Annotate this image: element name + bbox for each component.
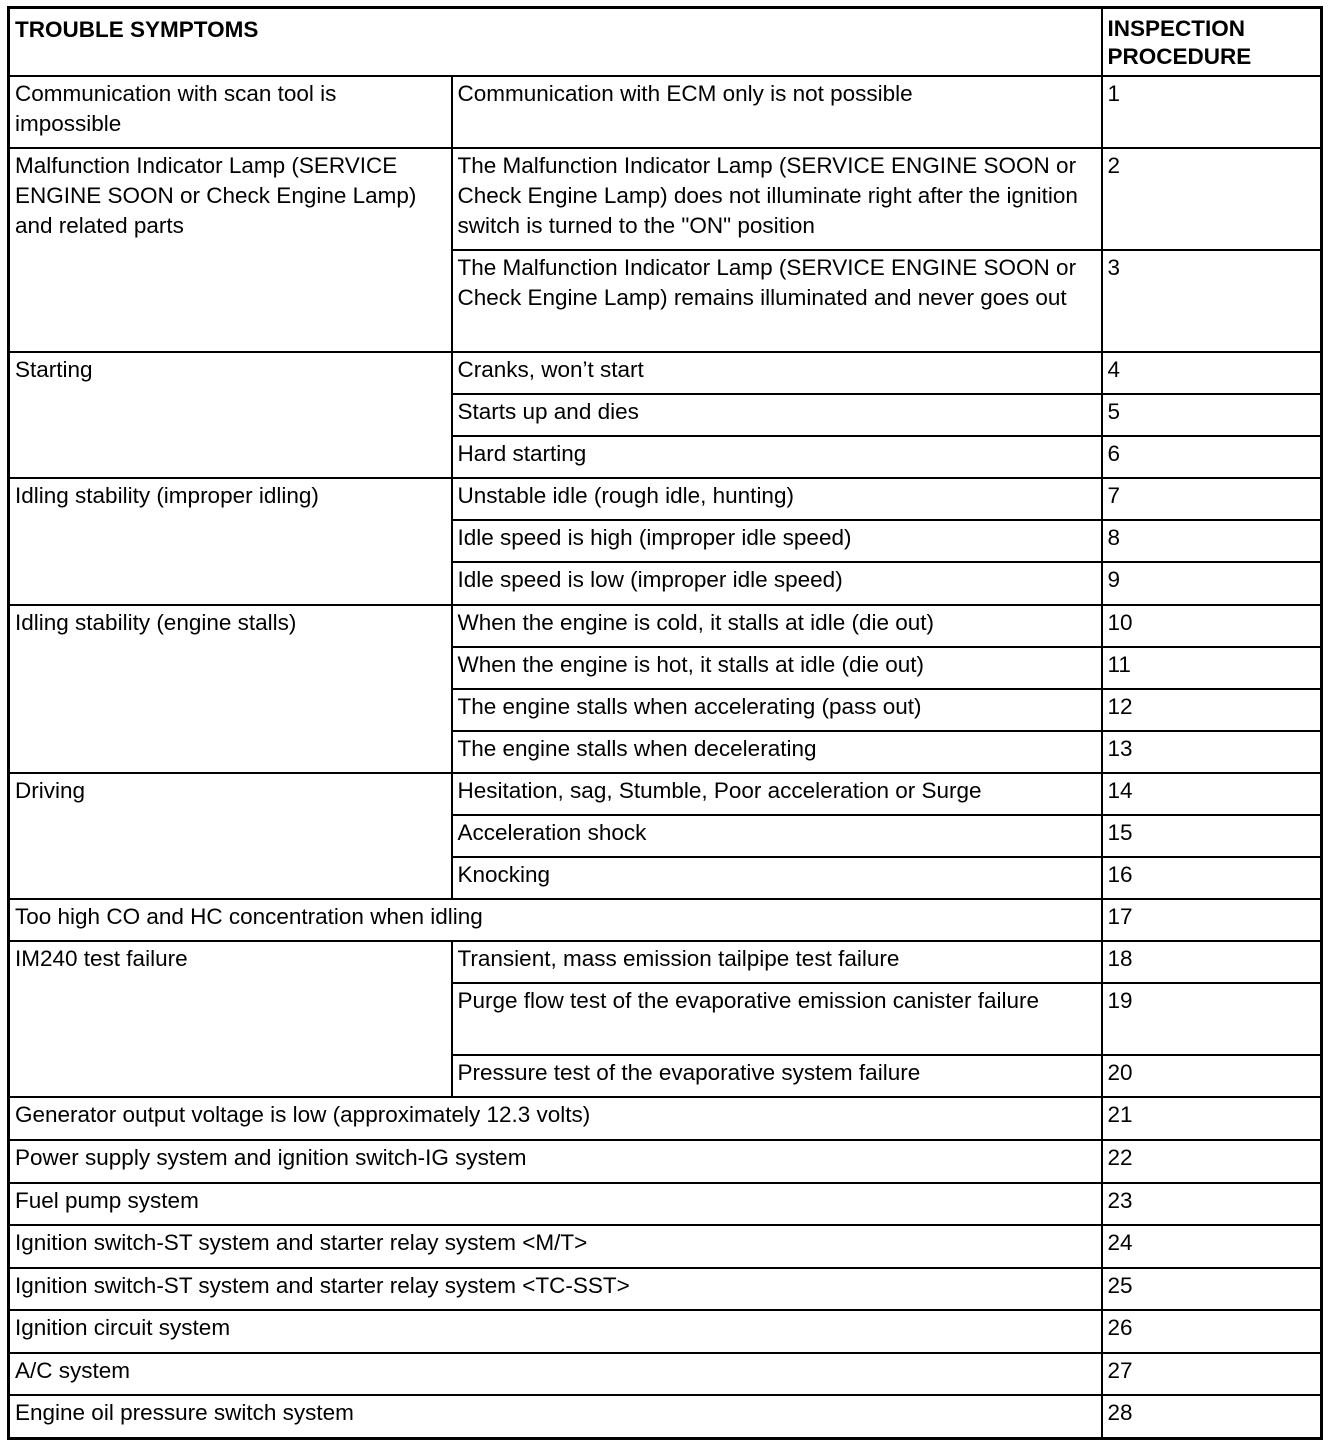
procedure-cell: 21 bbox=[1102, 1097, 1322, 1140]
symptom-cell: Purge flow test of the evaporative emission canister failure bbox=[452, 983, 1102, 1055]
category-cell: Idling stability (improper idling) bbox=[9, 478, 452, 604]
symptom-full-cell: A/C system bbox=[9, 1353, 1102, 1395]
table-row bbox=[9, 1097, 1322, 1140]
header-trouble-symptoms: TROUBLE SYMPTOMS bbox=[9, 8, 1102, 77]
symptom-full-cell: Too high CO and HC concentration when idling bbox=[9, 899, 1102, 941]
symptom-cell: Idle speed is low (improper idle speed) bbox=[452, 562, 1102, 604]
procedure-cell: 20 bbox=[1102, 1055, 1322, 1097]
procedure-cell: 3 bbox=[1102, 250, 1322, 352]
procedure-cell: 8 bbox=[1102, 520, 1322, 562]
category-cell: Starting bbox=[9, 352, 452, 478]
category-cell: Malfunction Indicator Lamp (SERVICE ENGINE SOON or Check Engine Lamp) and related parts bbox=[9, 148, 452, 352]
symptom-full-cell: Ignition switch-ST system and starter relay system <TC-SST> bbox=[9, 1268, 1102, 1310]
trouble-symptoms-table bbox=[7, 6, 1323, 1440]
procedure-cell: 14 bbox=[1102, 773, 1322, 815]
table-row bbox=[9, 1183, 1322, 1225]
table-row bbox=[9, 1310, 1322, 1353]
procedure-cell: 24 bbox=[1102, 1225, 1322, 1268]
table-row bbox=[9, 899, 1322, 941]
procedure-cell: 22 bbox=[1102, 1140, 1322, 1183]
table-row bbox=[9, 76, 1322, 148]
symptom-cell: Hard starting bbox=[452, 436, 1102, 478]
symptom-cell: Acceleration shock bbox=[452, 815, 1102, 857]
procedure-cell: 1 bbox=[1102, 76, 1322, 148]
symptom-cell: Cranks, won’t start bbox=[452, 352, 1102, 394]
procedure-cell: 6 bbox=[1102, 436, 1322, 478]
symptom-cell: The engine stalls when decelerating bbox=[452, 731, 1102, 773]
symptom-full-cell: Generator output voltage is low (approximately 12.3 volts) bbox=[9, 1097, 1102, 1140]
procedure-cell: 27 bbox=[1102, 1353, 1322, 1395]
procedure-cell: 16 bbox=[1102, 857, 1322, 899]
table-row bbox=[9, 941, 1322, 983]
table-row bbox=[9, 1140, 1322, 1183]
procedure-cell: 19 bbox=[1102, 983, 1322, 1055]
procedure-cell: 15 bbox=[1102, 815, 1322, 857]
symptom-cell: Unstable idle (rough idle, hunting) bbox=[452, 478, 1102, 520]
symptom-cell: Knocking bbox=[452, 857, 1102, 899]
symptom-full-cell: Power supply system and ignition switch-IG system bbox=[9, 1140, 1102, 1183]
procedure-cell: 17 bbox=[1102, 899, 1322, 941]
procedure-cell: 4 bbox=[1102, 352, 1322, 394]
category-cell: Communication with scan tool is impossible bbox=[9, 76, 452, 148]
procedure-cell: 10 bbox=[1102, 605, 1322, 647]
table-row bbox=[9, 1395, 1322, 1438]
symptom-cell: The Malfunction Indicator Lamp (SERVICE ENGINE SOON or Check Engine Lamp) does not illuminate right after the ignition switch is turned to the "ON" position bbox=[452, 148, 1102, 250]
procedure-cell: 2 bbox=[1102, 148, 1322, 250]
category-cell: IM240 test failure bbox=[9, 941, 452, 1097]
table-row bbox=[9, 1353, 1322, 1395]
procedure-cell: 26 bbox=[1102, 1310, 1322, 1353]
symptom-cell: When the engine is hot, it stalls at idle (die out) bbox=[452, 647, 1102, 689]
symptom-cell: The Malfunction Indicator Lamp (SERVICE ENGINE SOON or Check Engine Lamp) remains illuminated and never goes out bbox=[452, 250, 1102, 352]
procedure-cell: 11 bbox=[1102, 647, 1322, 689]
symptom-full-cell: Fuel pump system bbox=[9, 1183, 1102, 1225]
table-row bbox=[9, 1225, 1322, 1268]
symptom-cell: The engine stalls when accelerating (pass out) bbox=[452, 689, 1102, 731]
symptom-cell: Transient, mass emission tailpipe test failure bbox=[452, 941, 1102, 983]
symptom-cell: Hesitation, sag, Stumble, Poor acceleration or Surge bbox=[452, 773, 1102, 815]
procedure-cell: 23 bbox=[1102, 1183, 1322, 1225]
table-row bbox=[9, 605, 1322, 647]
procedure-cell: 18 bbox=[1102, 941, 1322, 983]
category-cell: Driving bbox=[9, 773, 452, 899]
table-row bbox=[9, 352, 1322, 394]
symptom-cell: Pressure test of the evaporative system failure bbox=[452, 1055, 1102, 1097]
procedure-cell: 7 bbox=[1102, 478, 1322, 520]
table-row bbox=[9, 148, 1322, 250]
procedure-cell: 25 bbox=[1102, 1268, 1322, 1310]
symptom-full-cell: Engine oil pressure switch system bbox=[9, 1395, 1102, 1438]
procedure-cell: 9 bbox=[1102, 562, 1322, 604]
symptom-cell: When the engine is cold, it stalls at idle (die out) bbox=[452, 605, 1102, 647]
procedure-cell: 13 bbox=[1102, 731, 1322, 773]
table-row bbox=[9, 773, 1322, 815]
procedure-cell: 28 bbox=[1102, 1395, 1322, 1438]
symptom-cell: Idle speed is high (improper idle speed) bbox=[452, 520, 1102, 562]
symptom-full-cell: Ignition switch-ST system and starter relay system <M/T> bbox=[9, 1225, 1102, 1268]
symptom-cell: Communication with ECM only is not possible bbox=[452, 76, 1102, 148]
procedure-cell: 5 bbox=[1102, 394, 1322, 436]
symptom-full-cell: Ignition circuit system bbox=[9, 1310, 1102, 1353]
symptom-cell: Starts up and dies bbox=[452, 394, 1102, 436]
table-row bbox=[9, 478, 1322, 520]
table-row bbox=[9, 1268, 1322, 1310]
procedure-cell: 12 bbox=[1102, 689, 1322, 731]
header-row bbox=[9, 8, 1322, 77]
header-inspection-procedure: INSPECTION PROCEDURE bbox=[1102, 8, 1322, 77]
category-cell: Idling stability (engine stalls) bbox=[9, 605, 452, 773]
